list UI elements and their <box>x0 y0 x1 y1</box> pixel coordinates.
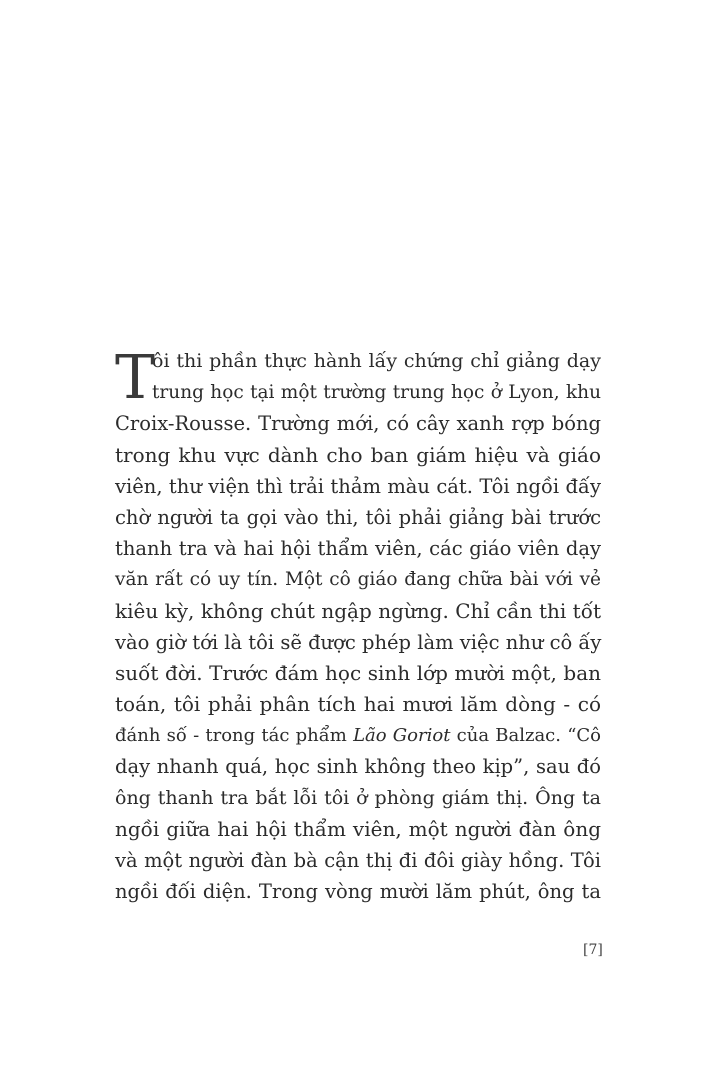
text-line: toán, tôi phải phân tích hai mươi lăm dòng - có <box>115 692 601 717</box>
text-line: trong khu vực dành cho ban giám hiệu và giáo <box>115 442 601 467</box>
text-line: và một người đàn bà cận thị đi đôi giày hồng. Tôi <box>115 849 601 872</box>
text-segment: đánh số - trong tác phẩm <box>115 725 354 747</box>
text-line: vào giờ tới là tôi sẽ được phép làm việc như cô ấy <box>115 630 602 654</box>
text-line: trung học tại một trường trung học ở Lyon, khu <box>152 382 601 404</box>
text-line: ngồi giữa hai hội thẩm viên, một người đàn ông <box>115 816 601 841</box>
text-line: thanh tra và hai hội thẩm viên, các giáo viên dạy <box>115 537 601 561</box>
drop-cap: T <box>115 343 156 413</box>
text-line: Croix-Rousse. Trường mới, có cây xanh rợp bóng <box>115 412 601 436</box>
text-line: kiêu kỳ, không chút ngập ngừng. Chỉ cần thi tốt <box>115 598 601 623</box>
book-title: Lão Goriot <box>353 725 451 747</box>
text-line: ông thanh tra bắt lỗi tôi ở phòng giám thị. Ông ta <box>115 786 601 809</box>
text-line: dạy nhanh quá, học sinh không theo kịp”, sau đó <box>115 755 601 779</box>
text-line: chờ người ta gọi vào thi, tôi phải giảng bài trước <box>115 505 601 529</box>
text-line: ôi thi phần thực hành lấy chứng chỉ giảng dạy <box>152 350 601 372</box>
text-line: viên, thư viện thì trải thảm màu cát. Tôi ngồi đấy <box>115 474 601 498</box>
body-text <box>115 343 602 907</box>
text-line: suốt đời. Trước đám học sinh lớp mười một, ban <box>115 660 601 685</box>
text-line: ngồi đối diện. Trong vòng mười lăm phút, ông ta <box>115 880 601 904</box>
text-line: văn rất có uy tín. Một cô giáo đang chữa bài với vẻ <box>115 569 601 591</box>
page-number: [7] <box>583 942 603 958</box>
text-line <box>115 720 601 751</box>
text-segment: của Balzac. “Cô <box>450 725 602 747</box>
